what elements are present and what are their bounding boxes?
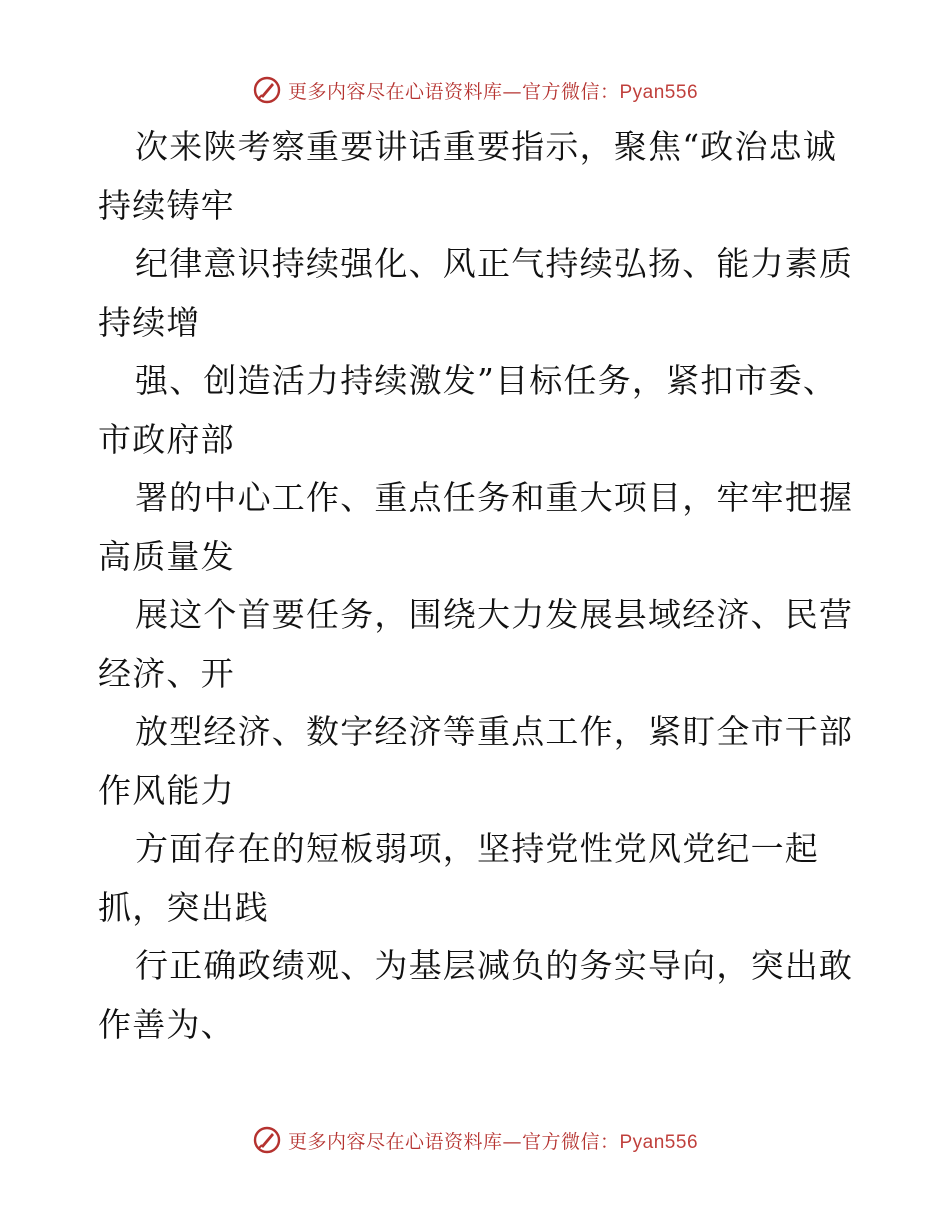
paragraph-line: 纪律意识持续强化、风正气持续弘扬、能力素质 xyxy=(135,244,854,283)
footer-watermark xyxy=(0,1122,950,1158)
paragraph-line: 高质量发 xyxy=(98,536,235,576)
paragraph-line: 次来陕考察重要讲话重要指示，聚焦“政治忠诚 xyxy=(135,127,838,166)
paragraph-line: 强、创造活力持续激发”目标任务，紧扣市委、 xyxy=(135,361,838,400)
paragraph-line: 行正确政绩观、为基层减负的务实导向，突出敢 xyxy=(135,946,854,985)
quill-circle-logo-icon xyxy=(252,1125,282,1155)
paragraph-line: 方面存在的短板弱项，坚持党性党风党纪一起 xyxy=(135,829,819,868)
watermark-handle: Pyan556 xyxy=(619,81,699,103)
paragraph-line: 持续增 xyxy=(98,302,201,342)
paragraph-line: 市政府部 xyxy=(98,419,235,459)
watermark-text xyxy=(288,1127,698,1154)
paragraph-line: 作善为、 xyxy=(98,1004,235,1044)
document-body xyxy=(98,118,858,1054)
paragraph-line: 放型经济、数字经济等重点工作，紧盯全市干部 xyxy=(135,712,854,751)
watermark-handle: Pyan556 xyxy=(619,1131,699,1153)
paragraph-line: 展这个首要任务，围绕大力发展县域经济、民营 xyxy=(135,595,854,634)
paragraph-line: 持续铸牢 xyxy=(98,185,235,225)
quill-circle-logo-icon xyxy=(252,75,282,105)
paragraph-line: 抓，突出践 xyxy=(98,887,269,927)
watermark-label: 更多内容尽在心语资料库—官方微信： xyxy=(287,1130,620,1153)
paragraph-line: 署的中心工作、重点任务和重大项目，牢牢把握 xyxy=(135,478,854,517)
watermark-label: 更多内容尽在心语资料库—官方微信： xyxy=(287,80,620,103)
watermark-text xyxy=(288,77,698,104)
header-watermark xyxy=(0,72,950,108)
paragraph-line: 作风能力 xyxy=(98,770,235,810)
paragraph-line: 经济、开 xyxy=(98,653,235,693)
